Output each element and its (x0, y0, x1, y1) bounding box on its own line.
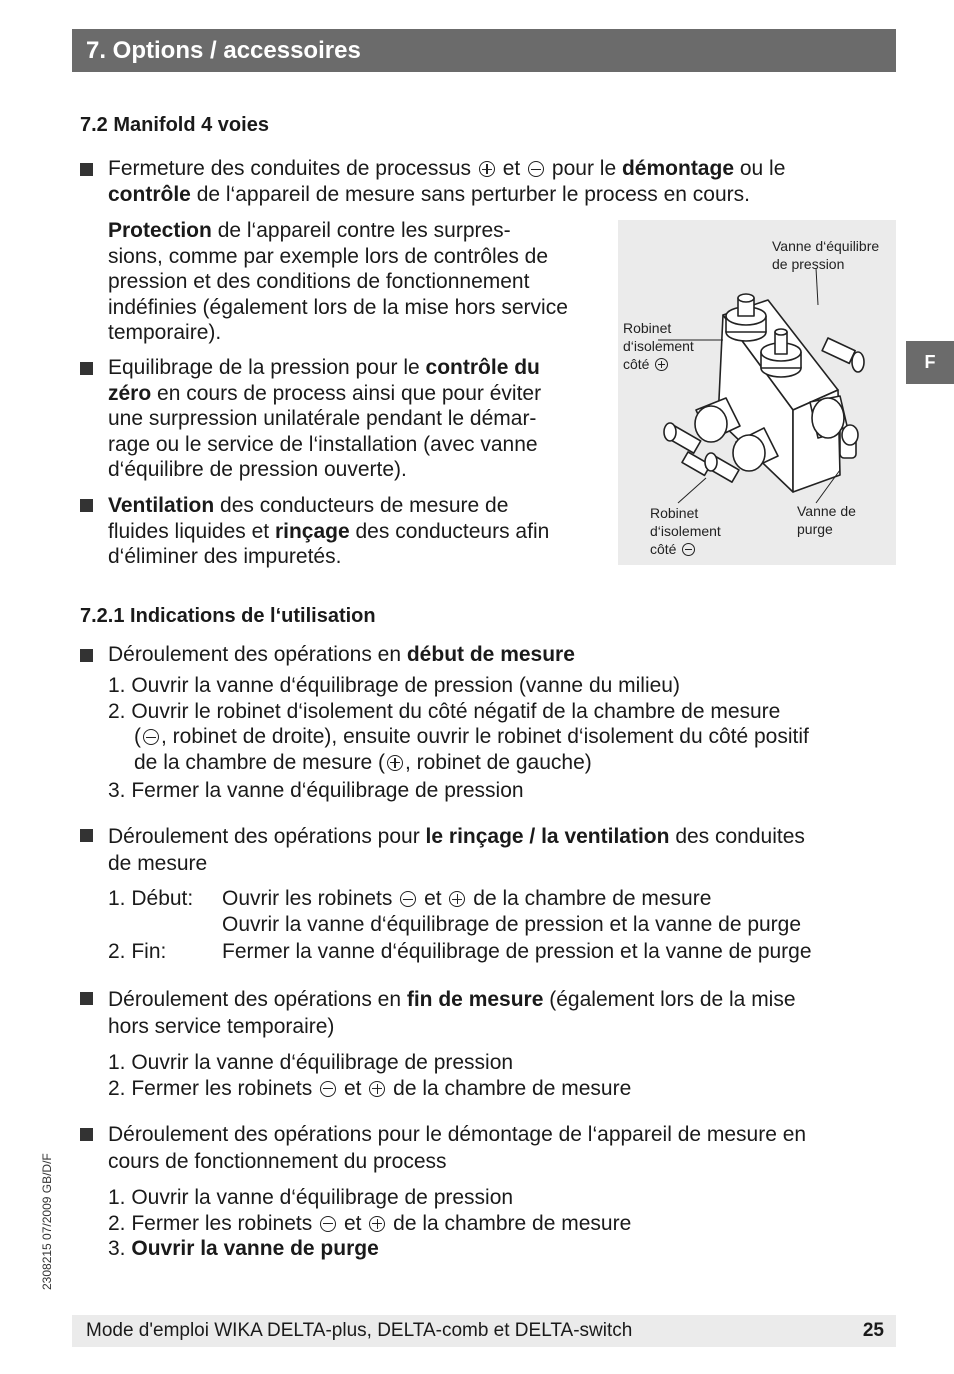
heading-7-2-1: 7.2.1 Indications de l‘utilisation (80, 605, 376, 627)
document-code: 2308215 07/2009 GB/D/F (40, 1153, 54, 1290)
bullet-marker (80, 649, 93, 662)
footer-bar (72, 1315, 896, 1347)
plus-symbol-icon (479, 161, 495, 177)
step-fin-text: Fermer la vanne d‘équilibrage de pression et la vanne de purge (222, 940, 812, 963)
paragraph-ventilation: Ventilation des conducteurs de mesure de fluides liquides et rinçage des conducteurs afin d‘éliminer des impuretés. (108, 494, 550, 568)
plus-symbol-icon (369, 1216, 385, 1232)
section-title: 7. Options / accessoires (86, 37, 361, 64)
paragraph-closing-lines: Fermeture des conduites de processus et pour le démontage ou le contrôle de l‘appareil de mesure sans perturber le process en cours. (108, 157, 786, 206)
minus-symbol-icon (320, 1081, 336, 1097)
language-tab-label: F (924, 352, 936, 372)
steps-debut-mesure: 1. Ouvrir la vanne d‘équilibrage de pression (vanne du milieu) 2. Ouvrir le robinet d‘isolement du côté négatif de la chambre de mesure ( , robinet de droite), ensuite ouvrir le robinet d‘isolement du côté positif de la chambre de mesure ( , robinet de gauche) 3. Fermer la vanne d‘équilibrage de pression (108, 674, 809, 802)
bullet-marker (80, 992, 93, 1005)
footer-text: Mode d'emploi WIKA DELTA-plus, DELTA-comb et DELTA-switch (86, 1320, 633, 1341)
bullet-marker (80, 499, 93, 512)
plus-symbol-icon (387, 755, 403, 771)
plus-symbol-icon (449, 891, 465, 907)
steps-demontage: 1. Ouvrir la vanne d‘équilibrage de pression 2. Fermer les robinets et de la chambre de mesure 3. Ouvrir la vanne de purge (108, 1186, 632, 1260)
minus-symbol-icon (528, 161, 544, 177)
group-fin-mesure-title: Déroulement des opérations en fin de mesure (également lors de la mise hors service temporaire) (108, 988, 796, 1038)
page-number: 25 (862, 1320, 884, 1341)
bullet-marker (80, 829, 93, 842)
language-tab[interactable] (906, 341, 954, 384)
heading-7-2: 7.2 Manifold 4 voies (80, 114, 269, 136)
group-demontage-title: Déroulement des opérations pour le démontage de l‘appareil de mesure en cours de fonctionnement du process (108, 1123, 807, 1173)
plus-symbol-icon (655, 358, 668, 371)
step-label-fin: 2. Fin: (108, 940, 167, 963)
bullet-marker (80, 163, 93, 176)
minus-symbol-icon (143, 729, 159, 745)
steps-fin-mesure: 1. Ouvrir la vanne d‘équilibrage de pression 2. Fermer les robinets et de la chambre de mesure (108, 1051, 632, 1100)
label-pressure-valve: Vanne d‘équilibre de pression (772, 238, 880, 272)
plus-symbol-icon (369, 1081, 385, 1097)
section-header-bar (72, 29, 896, 72)
minus-symbol-icon (400, 891, 416, 907)
manifold-figure (618, 220, 896, 565)
step-label-debut: 1. Début: (108, 887, 194, 910)
step-debut-text: Ouvrir les robinets et de la chambre de mesure Ouvrir la vanne d‘équilibrage de pression et la vanne de purge (222, 887, 802, 936)
bullet-marker (80, 1128, 93, 1141)
bullet-marker (80, 362, 93, 375)
paragraph-protection: Protection de l‘appareil contre les surpres- sions, comme par exemple lors de contrôles de pression et des conditions de fonctionnement indéfinies (également lors de la mise hors service temporaire). (108, 219, 568, 344)
paragraph-equilibrage: Equilibrage de la pression pour le contrôle du zéro en cours de process ainsi que pour éviter une surpression unilatérale pendant le démar- rage ou le service de l‘installation (avec vanne d‘équilibre de pression ouverte). (108, 356, 542, 481)
label-purge-valve: Vanne de purge (797, 503, 856, 537)
group-rincage-title: Déroulement des opérations pour le rinçage / la ventilation des conduites de mesure (108, 825, 805, 875)
label-isolation-minus: Robinet d‘isolement côté (650, 505, 721, 557)
label-isolation-plus: Robinet d‘isolement côté (623, 320, 694, 372)
group-debut-mesure-title: Déroulement des opérations en début de mesure (108, 643, 575, 666)
minus-symbol-icon (682, 543, 695, 556)
minus-symbol-icon (320, 1216, 336, 1232)
